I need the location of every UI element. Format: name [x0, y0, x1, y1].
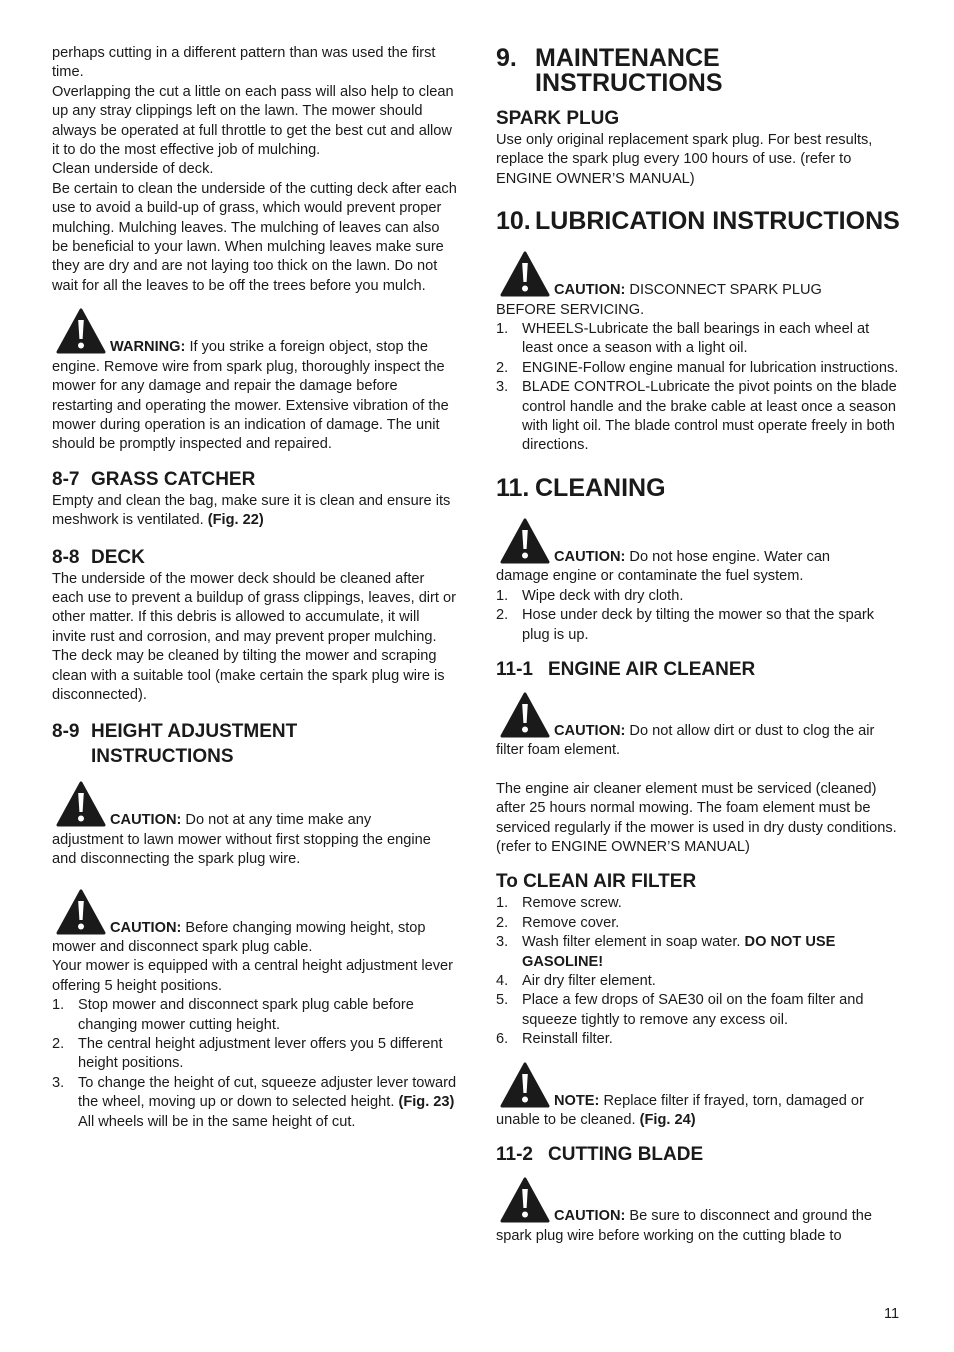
- warning-icon: [500, 518, 550, 564]
- clean-filter-list: [496, 894, 904, 1049]
- intro-paragraph: perhaps cutting in a different pattern than was used the first time.: [52, 45, 436, 81]
- list-item: 1. WHEELS-Lubricate the ball bearings in each wheel at least once a season with a light oil.: [496, 321, 870, 357]
- list-item: 3. To change the height of cut, squeeze adjuster lever toward the wheel, moving up or down to selected height. (Fig. 23) All wheels will be in the same height of cut.: [52, 1074, 457, 1130]
- section-heading-8-9: 8-9 HEIGHT ADJUSTMENT INSTRUCTIONS: [52, 721, 298, 768]
- list-item: 5. Place a few drops of SAE30 oil on the foam filter and squeeze tightly to remove any excess oil.: [496, 992, 864, 1028]
- section-heading-9: 9. MAINTENANCE INSTRUCTIONS: [496, 44, 723, 97]
- caution-notice: CAUTION: Before changing mowing height, stop mower and disconnect spark plug cable.: [52, 889, 457, 958]
- warning-icon: [500, 251, 550, 297]
- list-item: 3. BLADE CONTROL-Lubricate the pivot points on the blade control handle and the brake cable at least once a season with light oil. The blade control must operate freely in both directions.: [496, 379, 897, 454]
- height-adjust-text: Your mower is equipped with a central height adjustment lever offering 5 height positions.: [52, 958, 454, 994]
- caution-notice: CAUTION: Do not allow dirt or dust to clog the air filter foam element.: [496, 692, 904, 761]
- page-number: 11: [884, 1306, 900, 1322]
- right-column: [496, 46, 904, 1246]
- section-heading-8-8: 8-8 DECK: [52, 546, 145, 568]
- intro-paragraph: Be certain to clean the underside of the cutting deck after each use to avoid a build-up of grass, which would prevent proper mulching. Mulching leaves. The mulching of leaves can also be beneficial to your lawn. When mulching leaves make sure they are dry and are not laying too thick on the lawn. Do not wait for all the leaves to be off the trees before you mulch.: [52, 180, 457, 294]
- list-item: 2. ENGINE-Follow engine manual for lubrication instructions.: [496, 359, 899, 376]
- list-item: 2. Hose under deck by tilting the mower so that the spark plug is up.: [496, 607, 875, 643]
- spark-plug-heading: SPARK PLUG: [496, 108, 620, 129]
- intro-paragraph: Overlapping the cut a little on each pass will also help to clean up any stray clippings left on the lawn. The mower should always be operated at full throttle to get the best cut and allow it to do the most effective job of mulching.: [52, 83, 454, 159]
- section-heading-11: 11. CLEANING: [496, 473, 666, 502]
- warning-icon: [56, 781, 106, 827]
- caution-notice: CAUTION: Do not at any time make any adjustment to lawn mower without first stopping the engine and disconnecting the spark plug wire.: [52, 781, 457, 869]
- lubrication-list: [496, 320, 904, 456]
- section-heading-11-1: 11-1 ENGINE AIR CLEANER: [496, 658, 756, 680]
- spark-plug-text: Use only original replacement spark plug. For best results, replace the spark plug every 100 hours of use. (refer to ENGINE OWNER’S MANUAL): [496, 132, 873, 187]
- cleaning-list: [496, 587, 904, 645]
- list-item: 6. Reinstall filter.: [496, 1031, 613, 1048]
- warning-icon: [56, 889, 106, 935]
- left-column: [52, 44, 457, 1132]
- warning-text: engine. Remove wire from spark plug, thoroughly inspect the mower for any damage and repair the damage before restarting and operating the mower. Extensive vibration of the mower during operation is an indication of damage. The unit should be promptly inspected and repaired.: [52, 358, 449, 453]
- deck-text: The underside of the mower deck should be cleaned after each use to prevent a buildup of grass clippings, leaves, dirt or other matter. If this debris is allowed to accumulate, it will invite rust and corrosion, and may prevent proper mulching. The deck may be cleaned by tilting the mower and scraping clean with a suitable tool (make certain the spark plug wire is disconnected).: [52, 570, 456, 703]
- warning-label: WARNING:: [110, 339, 186, 356]
- section-heading-10: 10. LUBRICATION INSTRUCTIONS: [496, 207, 900, 236]
- list-item: 1. Remove screw.: [496, 895, 622, 912]
- caution-notice: CAUTION: DISCONNECT SPARK PLUG BEFORE SERVICING.: [496, 251, 904, 320]
- list-item: 1. Stop mower and disconnect spark plug cable before changing mower cutting height.: [52, 997, 414, 1033]
- list-item: 3. Wash filter element in soap water. DO NOT USE GASOLINE!: [496, 934, 836, 970]
- section-heading-8-7: 8-7 GRASS CATCHER: [52, 468, 256, 490]
- section-heading-11-2: 11-2 CUTTING BLADE: [496, 1144, 704, 1166]
- height-steps-list: [52, 996, 457, 1132]
- list-item: 2. The central height adjustment lever offers you 5 different height positions.: [52, 1036, 443, 1072]
- warning-notice: [52, 308, 457, 454]
- list-item: 4. Air dry filter element.: [496, 972, 656, 989]
- list-item: 2. Remove cover.: [496, 914, 620, 931]
- caution-notice: CAUTION: Do not hose engine. Water can damage engine or contaminate the fuel system.: [496, 518, 904, 587]
- warning-text: If you strike a foreign object, stop the: [185, 339, 428, 356]
- caution-notice: CAUTION: Be sure to disconnect and ground the spark plug wire before working on the cutting blade to: [496, 1177, 904, 1246]
- warning-icon: [56, 308, 106, 354]
- grass-catcher-text: Empty and clean the bag, make sure it is clean and ensure its meshwork is ventilated. (Fig. 22): [52, 492, 451, 529]
- warning-icon: [500, 1177, 550, 1223]
- intro-paragraph: Clean underside of deck.: [52, 161, 214, 178]
- air-cleaner-text: The engine air cleaner element must be serviced (cleaned) after 25 hours normal mowing. The foam element must be serviced regularly if the mower is used in dry dusty conditions. (refer to ENGINE OWNER’S MANUAL): [496, 780, 897, 855]
- warning-icon: [500, 692, 550, 738]
- warning-icon: [500, 1062, 550, 1108]
- note-notice: NOTE: Replace filter if frayed, torn, damaged or unable to be cleaned. (Fig. 24): [496, 1062, 904, 1131]
- list-item: 1. Wipe deck with dry cloth.: [496, 587, 684, 604]
- clean-air-filter-heading: To CLEAN AIR FILTER: [496, 871, 697, 893]
